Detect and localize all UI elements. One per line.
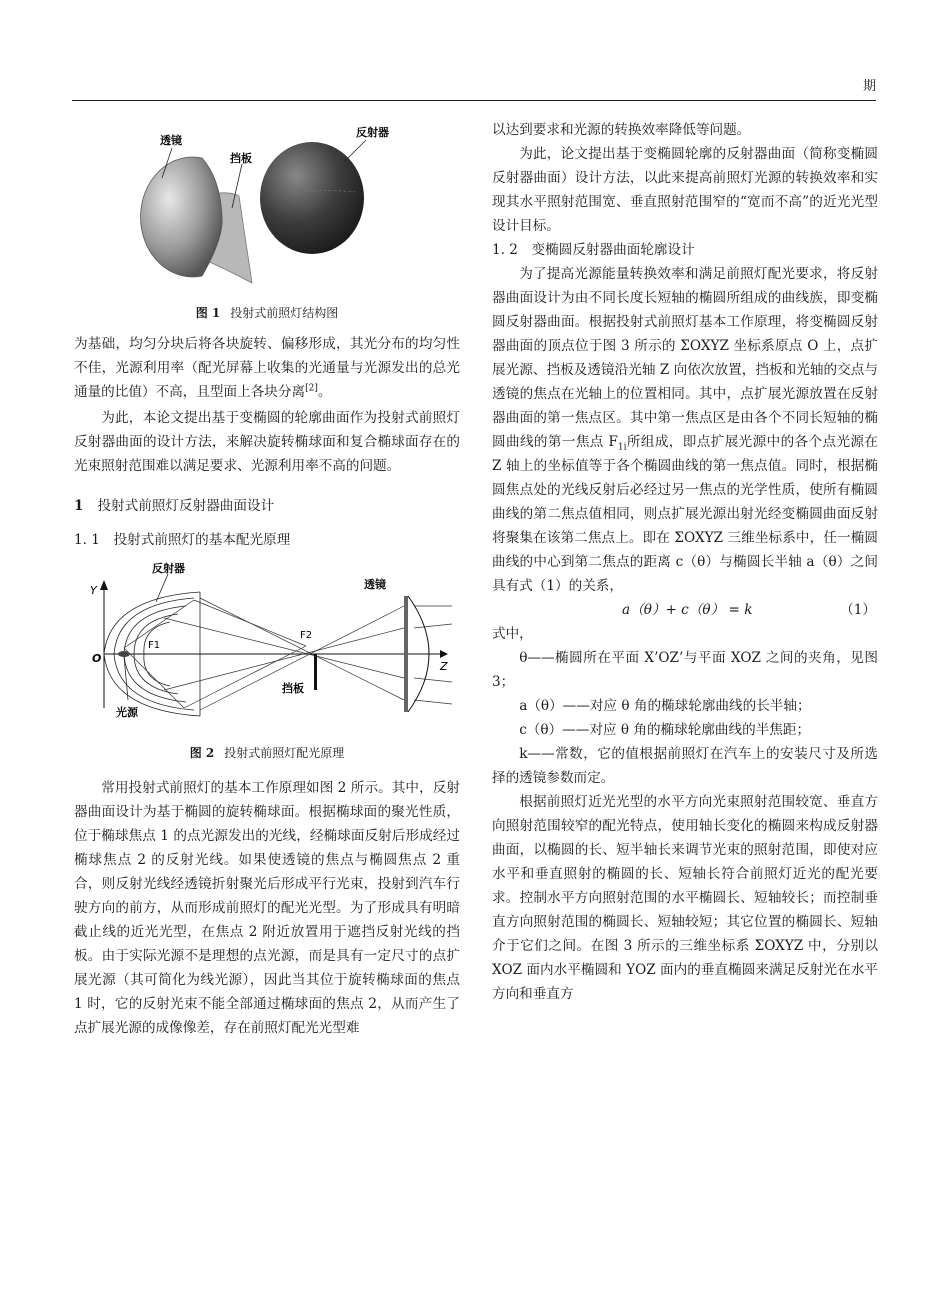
left-column <box>74 118 460 1040</box>
figure-1 <box>74 118 460 300</box>
definition-theta: θ——椭圆所在平面 X’OZ’与平面 XOZ 之间的夹角，见图 3； <box>492 650 878 690</box>
reflector-shape <box>260 142 364 254</box>
definition-a: a（θ）——对应 θ 角的椭球轮廓曲线的长半轴； <box>519 698 811 714</box>
figure-2-origin: O <box>92 652 102 665</box>
lens-shape <box>141 157 223 277</box>
left-paragraph-1: 为基础，均匀分块后将各块旋转、偏移形成，其光分布的均匀性不佳，光源利用率（配光屏幕上收集的光通量与光源发出的总光通量的比值）不高，且型面上各块分离[2]。 <box>74 336 460 400</box>
figure-1-caption <box>74 304 460 322</box>
figure-1-label-baffle: 挡板 <box>230 152 252 165</box>
right-paragraph-4: 根据前照灯近光光型的水平方向光束照射范围较宽、垂直方向照射范围较窄的配光特点，使用轴长变化的椭圆来构成反射器曲面，以椭圆的长、短半轴长来调节光束的照射范围，即使对应水平和垂直照射的椭圆的长、短轴长符合前照灯近光的配光要求。控制水平方向照射范围的水平椭圆长、短轴较长；而控制垂直方向照射范围的椭圆长、短轴较短；其它位置的椭圆长、短轴介于它们之间。在图 3 所示的三维坐标系 ΣOXYZ 中，分别以 XOZ 面内水平椭圆和 YOZ 面内的垂直椭圆来满足反射光在水平方向和垂直方 <box>492 794 878 1002</box>
figure-1-caption-text: 投射式前照灯结构图 <box>230 306 339 320</box>
figure-2-axis-y: Y <box>90 584 97 597</box>
figure-1-label-reflector: 反射器 <box>356 126 389 139</box>
left-paragraph-3: 常用投射式前照灯的基本工作原理如图 2 所示。其中，反射器曲面设计为基于椭圆的旋转椭球面。根据椭球面的聚光性质，位于椭球焦点 1 的点光源发出的光线，经椭球面反射后形成经过椭球焦点 2 的反射光线。如果使透镜的焦点与椭圆焦点 2 重合，则反射光线经透镜折射聚光后形成平行光束，投射到汽车行驶方向的前方，从而形成前照灯的配光光型。为了形成具有明暗截止线的近光光型，在焦点 2 附近放置用于遮挡反射光线的挡板。由于实际光源不是理想的点光源，而是具有一定尺寸的点扩展光源（其可简化为线光源），因此当其位于旋转椭球面的焦点 1 时，它的反射光束不能全部通过椭球面的焦点 2，从而产生了点扩展光源的成像像差，存在前照灯配光光型难 <box>74 780 460 1036</box>
figure-2-caption-text: 投射式前照灯配光原理 <box>224 746 345 760</box>
right-paragraph-3: 为了提高光源能量转换效率和满足前照灯配光要求，将反射器曲面设计为由不同长度长短轴的椭圆所组成的曲线族，即变椭圆反射器曲面。根据投射式前照灯基本工作原理，将变椭圆反射器曲面的顶点位于图 3 所示的 ΣOXYZ 坐标系原点 O 上，点扩展光源、挡板及透镜沿光轴 Z 向依次放置，挡板和光轴的交点与透镜的焦点在光轴上的位置相同。其中，点扩展光源放置在反射器曲面的第一焦点区。其中第一焦点区是由各个不同长短轴的椭圆曲线的第一焦点 $F_{1i}$所组成，即点扩展光源中的各个点光源在 Z 轴上的坐标值等于各个椭圆曲线的第一焦点值。同时，根据椭圆焦点处的光线反射后必经过另一焦点的光学性质，使所有椭圆曲线的第二焦点值相同，则点扩展光源出射光经变椭圆曲面反射将聚集在该第二焦点上。即在 ΣOXYZ 三维坐标系中，任一椭圆曲线的中心到第二焦点的距离 c（θ）与椭圆长半轴 a（θ）之间具有式（1）的关系， <box>492 266 878 594</box>
section-1-1-heading: 1. 1 投射式前照灯的基本配光原理 <box>74 532 291 548</box>
right-paragraph-1: 以达到要求和光源的转换效率降低等问题。 <box>492 122 751 138</box>
figure-2-label-f2: F2 <box>300 630 313 641</box>
equation-1-number: （1） <box>840 602 876 618</box>
figure-2-caption-num: 图 2 <box>189 746 215 760</box>
page-header-mark: 期 <box>862 79 876 94</box>
figure-2-drawing <box>74 558 460 734</box>
figure-2-label-f1: F1 <box>148 640 161 651</box>
definition-c: c（θ）——对应 θ 角的椭球轮廓曲线的半焦距； <box>519 722 811 738</box>
right-paragraph-2: 为此，论文提出基于变椭圆轮廓的反射器曲面（简称变椭圆反射器曲面）设计方法，以此来提高前照灯光源的转换效率和实现其水平照射范围宽、垂直照射范围窄的“宽而不高”的近光光型设计目标。 <box>492 146 878 234</box>
section-1-2-heading: 1. 2 变椭圆反射器曲面轮廓设计 <box>492 242 695 258</box>
figure-2-label-lens: 透镜 <box>364 578 386 591</box>
reference-2: [2] <box>305 383 318 394</box>
right-column <box>492 118 878 1006</box>
left-paragraph-2: 为此，本论文提出基于变椭圆的轮廓曲面作为投射式前照灯反射器曲面的设计方法，来解决旋转椭球面和复合椭球面存在的光束照射范围难以满足要求、光源利用率不高的问题。 <box>74 410 460 474</box>
where-label: 式中， <box>492 626 533 642</box>
figure-1-label-lens: 透镜 <box>160 134 182 147</box>
figure-2 <box>74 558 460 738</box>
header-rule <box>72 100 876 101</box>
section-1-heading: 1 投射式前照灯反射器曲面设计 <box>74 498 275 514</box>
figure-2-label-reflector: 反射器 <box>152 562 185 575</box>
definition-k: k——常数，它的值根据前照灯在汽车上的安装尺寸及所选择的透镜参数而定。 <box>492 746 878 786</box>
equation-1 <box>492 598 878 622</box>
figure-2-axis-z: Z <box>440 660 448 673</box>
equation-1-body: a（θ）+ c（θ） = k <box>622 602 753 618</box>
figure-2-label-baffle: 挡板 <box>282 682 304 695</box>
figure-1-drawing <box>74 118 460 300</box>
figure-1-caption-num: 图 1 <box>195 306 221 320</box>
figure-2-caption <box>74 744 460 762</box>
figure-2-label-source: 光源 <box>116 706 138 719</box>
